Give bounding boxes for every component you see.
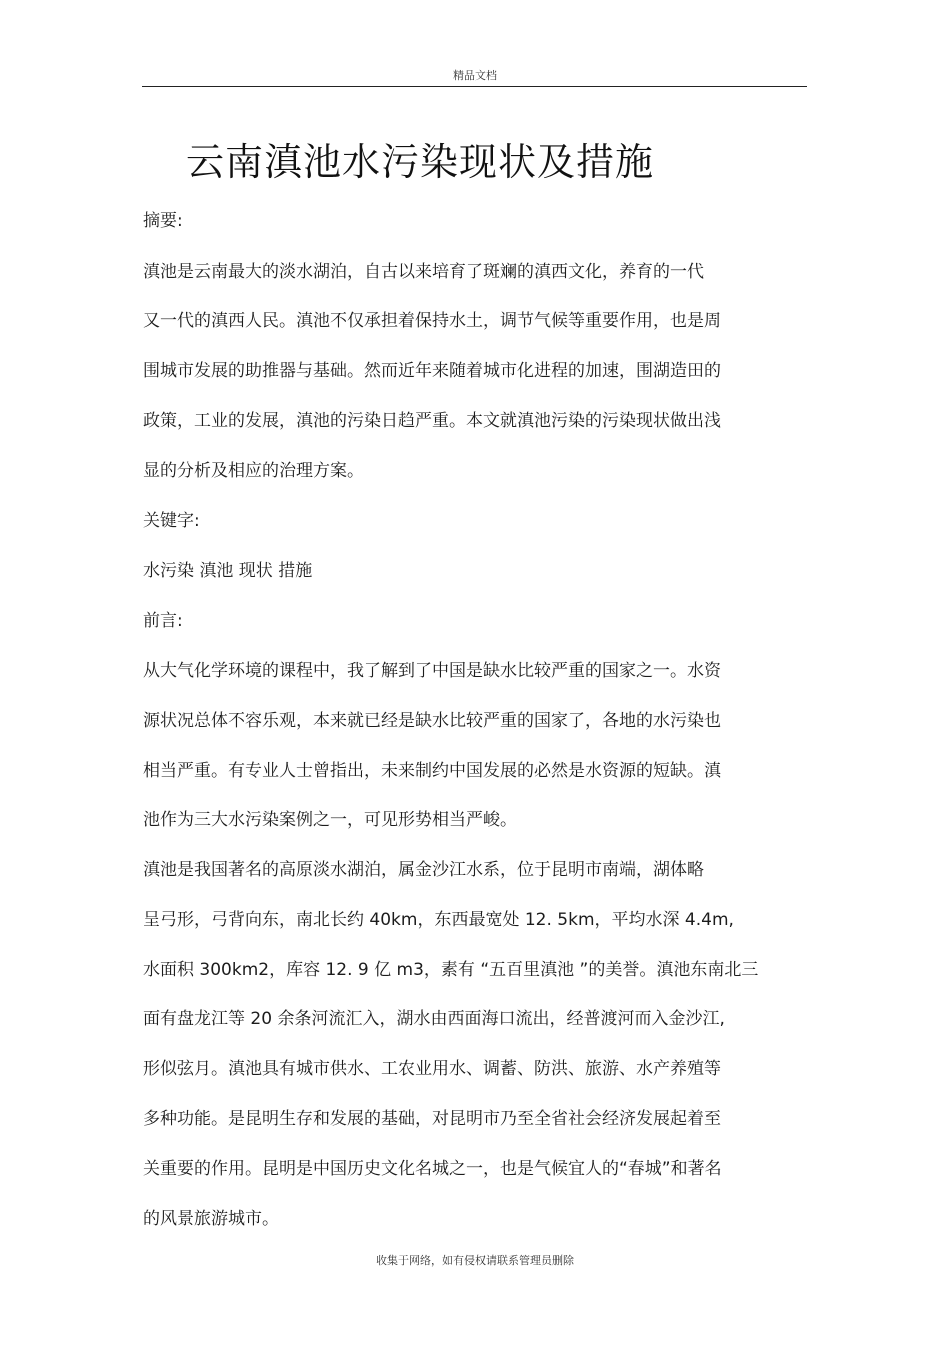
header-divider	[142, 86, 807, 87]
preface-line: 源状况总体不容乐观，本来就已经是缺水比较严重的国家了，各地的水污染也	[143, 711, 721, 731]
page-footer: 收集于网络，如有侵权请联系管理员删除	[376, 1254, 574, 1267]
preface-line: 相当严重。有专业人士曾指出，未来制约中国发展的必然是水资源的短缺。滇	[143, 761, 721, 781]
body-line: 面有盘龙江等 20 余条河流汇入，湖水由西面海口流出，经普渡河而入金沙江,	[143, 1009, 725, 1029]
document-title: 云南滇池水污染现状及措施	[186, 140, 655, 184]
preface-line: 从大气化学环境的课程中，我了解到了中国是缺水比较严重的国家之一。水资	[143, 661, 721, 681]
body-line: 滇池是我国著名的高原淡水湖泊，属金沙江水系，位于昆明市南端，湖体略	[143, 860, 704, 880]
page-header: 精品文档	[453, 69, 497, 82]
body-line: 水面积 300km2，库容 12. 9 亿 m3，素有 “五百里滇池 ”的美誉。滇池东南北三	[143, 960, 759, 980]
preface-heading: 前言:	[143, 611, 183, 631]
abstract-line: 政策，工业的发展，滇池的污染日趋严重。本文就滇池污染的污染现状做出浅	[143, 411, 721, 431]
body-line: 关重要的作用。昆明是中国历史文化名城之一，也是气候宜人的“春城”和著名	[143, 1159, 722, 1179]
abstract-line: 滇池是云南最大的淡水湖泊，自古以来培育了斑斓的滇西文化，养育的一代	[143, 262, 704, 282]
abstract-line: 显的分析及相应的治理方案。	[143, 461, 364, 481]
preface-line: 池作为三大水污染案例之一，可见形势相当严峻。	[143, 810, 517, 830]
abstract-heading: 摘要:	[143, 211, 183, 231]
abstract-line: 又一代的滇西人民。滇池不仅承担着保持水土，调节气候等重要作用，也是周	[143, 311, 721, 331]
body-line: 多种功能。是昆明生存和发展的基础，对昆明市乃至全省社会经济发展起着至	[143, 1109, 721, 1129]
body-line: 呈弓形，弓背向东，南北长约 40km，东西最宽处 12. 5km，平均水深 4.4m,	[143, 910, 734, 930]
abstract-line: 围城市发展的助推器与基础。然而近年来随着城市化进程的加速，围湖造田的	[143, 361, 721, 381]
body-line: 形似弦月。滇池具有城市供水、工农业用水、调蓄、防洪、旅游、水产养殖等	[143, 1059, 721, 1079]
keywords-heading: 关键字:	[143, 511, 200, 531]
body-line: 的风景旅游城市。	[143, 1209, 279, 1229]
keywords-line: 水污染 滇池 现状 措施	[143, 561, 313, 581]
